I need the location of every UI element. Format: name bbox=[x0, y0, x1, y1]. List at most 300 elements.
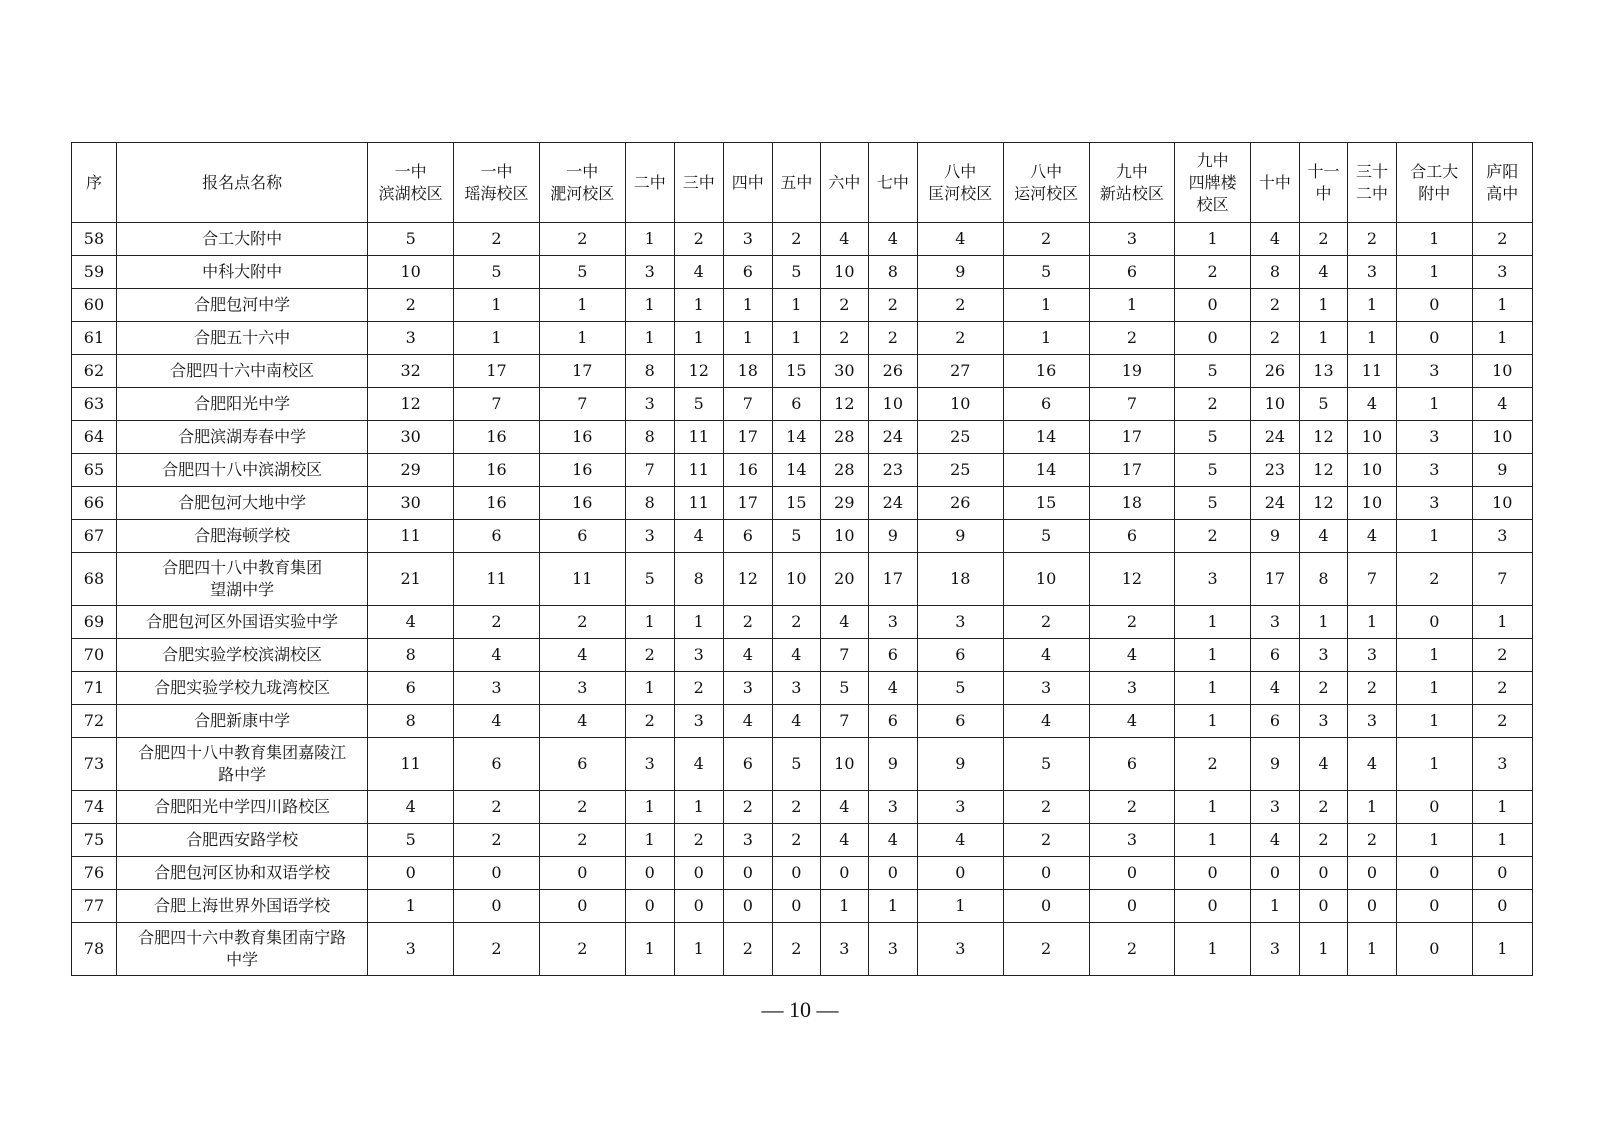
row-value: 3 bbox=[1250, 606, 1299, 639]
row-value: 10 bbox=[868, 388, 917, 421]
row-value: 5 bbox=[917, 672, 1003, 705]
row-value: 11 bbox=[454, 553, 540, 606]
row-value: 0 bbox=[454, 890, 540, 923]
row-value: 1 bbox=[1175, 606, 1251, 639]
row-name bbox=[116, 923, 367, 976]
row-value: 1 bbox=[1175, 672, 1251, 705]
row-value: 3 bbox=[772, 672, 820, 705]
row-value: 3 bbox=[723, 672, 772, 705]
row-value: 8 bbox=[674, 553, 723, 606]
row-value: 0 bbox=[1175, 857, 1251, 890]
row-value: 11 bbox=[674, 454, 723, 487]
row-value: 8 bbox=[1299, 553, 1347, 606]
row-name-line: 合肥新康中学 bbox=[194, 711, 291, 730]
row-value: 0 bbox=[1396, 322, 1472, 355]
row-value: 0 bbox=[1089, 857, 1175, 890]
table-row bbox=[72, 454, 1533, 487]
row-value: 14 bbox=[1003, 421, 1089, 454]
table-row bbox=[72, 553, 1533, 606]
row-value: 2 bbox=[1347, 824, 1396, 857]
row-name-line: 合肥包河区协和双语学校 bbox=[154, 863, 331, 882]
row-name-line: 合肥上海世界外国语学校 bbox=[154, 896, 331, 915]
row-value: 0 bbox=[1347, 857, 1396, 890]
row-value: 3 bbox=[868, 606, 917, 639]
row-name-line: 合肥阳光中学四川路校区 bbox=[154, 797, 331, 816]
row-value: 10 bbox=[1347, 421, 1396, 454]
row-value: 1 bbox=[1396, 388, 1472, 421]
row-value: 0 bbox=[1299, 890, 1347, 923]
row-value: 5 bbox=[1175, 454, 1251, 487]
row-value: 4 bbox=[820, 223, 868, 256]
row-value: 16 bbox=[454, 487, 540, 520]
row-value: 4 bbox=[1003, 639, 1089, 672]
row-value: 32 bbox=[368, 355, 454, 388]
row-value: 16 bbox=[454, 454, 540, 487]
row-value: 5 bbox=[368, 824, 454, 857]
row-name-line: 合肥四十八中教育集团 bbox=[162, 558, 323, 577]
row-value: 17 bbox=[454, 355, 540, 388]
row-value: 17 bbox=[868, 553, 917, 606]
row-value: 1 bbox=[674, 791, 723, 824]
row-value: 5 bbox=[1003, 520, 1089, 553]
row-value: 1 bbox=[1396, 672, 1472, 705]
row-value: 3 bbox=[674, 639, 723, 672]
row-value: 26 bbox=[868, 355, 917, 388]
row-value: 10 bbox=[1347, 454, 1396, 487]
row-value: 2 bbox=[674, 672, 723, 705]
row-value: 2 bbox=[1003, 791, 1089, 824]
row-value: 1 bbox=[1175, 639, 1251, 672]
row-value: 8 bbox=[868, 256, 917, 289]
row-value: 6 bbox=[723, 738, 772, 791]
header-school-line: 十中 bbox=[1258, 172, 1291, 192]
row-value: 5 bbox=[368, 223, 454, 256]
row-value: 2 bbox=[539, 791, 625, 824]
row-value: 3 bbox=[625, 388, 674, 421]
row-value: 1 bbox=[674, 923, 723, 976]
row-value: 5 bbox=[772, 256, 820, 289]
row-value: 3 bbox=[625, 520, 674, 553]
row-value: 0 bbox=[772, 857, 820, 890]
row-value: 2 bbox=[539, 606, 625, 639]
row-value: 3 bbox=[1472, 256, 1532, 289]
row-value: 3 bbox=[1299, 639, 1347, 672]
row-value: 2 bbox=[625, 705, 674, 738]
row-value: 2 bbox=[1175, 256, 1251, 289]
row-value: 12 bbox=[820, 388, 868, 421]
row-value: 16 bbox=[539, 421, 625, 454]
row-value: 1 bbox=[1175, 705, 1251, 738]
header-school-line: 瑶海校区 bbox=[464, 183, 529, 203]
row-name-line: 合肥包河区外国语实验中学 bbox=[146, 612, 339, 631]
table-row bbox=[72, 672, 1533, 705]
row-value: 16 bbox=[1003, 355, 1089, 388]
header-school bbox=[1250, 143, 1299, 223]
row-value: 10 bbox=[917, 388, 1003, 421]
header-school-line: 二中 bbox=[1355, 183, 1388, 203]
row-value: 12 bbox=[674, 355, 723, 388]
row-value: 5 bbox=[674, 388, 723, 421]
row-value: 14 bbox=[1003, 454, 1089, 487]
row-name bbox=[116, 289, 367, 322]
row-value: 1 bbox=[1396, 520, 1472, 553]
row-value: 1 bbox=[723, 289, 772, 322]
row-value: 1 bbox=[625, 606, 674, 639]
row-value: 4 bbox=[772, 705, 820, 738]
row-value: 0 bbox=[1089, 890, 1175, 923]
row-value: 2 bbox=[539, 223, 625, 256]
row-value: 0 bbox=[454, 857, 540, 890]
header-school bbox=[772, 143, 820, 223]
row-value: 30 bbox=[368, 487, 454, 520]
row-seq: 67 bbox=[72, 520, 117, 553]
row-name bbox=[116, 890, 367, 923]
row-value: 5 bbox=[539, 256, 625, 289]
row-value: 4 bbox=[1347, 388, 1396, 421]
row-value: 3 bbox=[917, 923, 1003, 976]
row-value: 4 bbox=[1003, 705, 1089, 738]
row-value: 1 bbox=[625, 923, 674, 976]
row-value: 19 bbox=[1089, 355, 1175, 388]
header-school-line: 四中 bbox=[731, 172, 764, 192]
row-value: 29 bbox=[820, 487, 868, 520]
header-school-line: 二中 bbox=[633, 172, 666, 192]
row-value: 10 bbox=[1472, 487, 1532, 520]
row-seq: 68 bbox=[72, 553, 117, 606]
row-value: 0 bbox=[868, 857, 917, 890]
table-row bbox=[72, 738, 1533, 791]
row-value: 1 bbox=[1396, 639, 1472, 672]
table-row bbox=[72, 388, 1533, 421]
header-school bbox=[917, 143, 1003, 223]
row-value: 9 bbox=[917, 520, 1003, 553]
row-name-line: 合肥包河中学 bbox=[194, 295, 291, 314]
table-row bbox=[72, 289, 1533, 322]
row-value: 0 bbox=[772, 890, 820, 923]
row-value: 2 bbox=[1472, 705, 1532, 738]
row-value: 3 bbox=[1089, 672, 1175, 705]
header-school bbox=[1003, 143, 1089, 223]
header-school bbox=[674, 143, 723, 223]
row-value: 4 bbox=[772, 639, 820, 672]
row-value: 24 bbox=[1250, 487, 1299, 520]
table-row bbox=[72, 705, 1533, 738]
row-value: 2 bbox=[1472, 223, 1532, 256]
row-value: 4 bbox=[820, 791, 868, 824]
row-value: 1 bbox=[1472, 923, 1532, 976]
table-row bbox=[72, 223, 1533, 256]
row-value: 7 bbox=[820, 705, 868, 738]
row-value: 21 bbox=[368, 553, 454, 606]
table-row bbox=[72, 487, 1533, 520]
row-value: 3 bbox=[723, 223, 772, 256]
row-value: 3 bbox=[1003, 672, 1089, 705]
row-value: 0 bbox=[1175, 289, 1251, 322]
row-value: 4 bbox=[454, 639, 540, 672]
row-name bbox=[116, 454, 367, 487]
row-value: 3 bbox=[1347, 639, 1396, 672]
row-value: 6 bbox=[1089, 738, 1175, 791]
row-value: 1 bbox=[1175, 923, 1251, 976]
row-value: 3 bbox=[820, 923, 868, 976]
row-value: 2 bbox=[1299, 791, 1347, 824]
header-school-line: 运河校区 bbox=[1014, 183, 1079, 203]
header-name: 报名点名称 bbox=[116, 143, 367, 223]
row-value: 3 bbox=[1472, 738, 1532, 791]
row-value: 9 bbox=[917, 256, 1003, 289]
row-value: 6 bbox=[723, 256, 772, 289]
row-value: 3 bbox=[1396, 454, 1472, 487]
row-value: 0 bbox=[539, 890, 625, 923]
row-value: 7 bbox=[539, 388, 625, 421]
row-value: 4 bbox=[723, 639, 772, 672]
header-school bbox=[723, 143, 772, 223]
header-school-line: 四牌楼 bbox=[1188, 172, 1237, 192]
row-value: 2 bbox=[917, 322, 1003, 355]
row-name bbox=[116, 705, 367, 738]
row-value: 1 bbox=[674, 606, 723, 639]
row-name-line: 合肥西安路学校 bbox=[186, 830, 299, 849]
row-value: 10 bbox=[772, 553, 820, 606]
row-value: 4 bbox=[674, 256, 723, 289]
row-value: 10 bbox=[1472, 421, 1532, 454]
row-value: 23 bbox=[1250, 454, 1299, 487]
row-name bbox=[116, 355, 367, 388]
row-value: 25 bbox=[917, 454, 1003, 487]
row-value: 2 bbox=[1472, 639, 1532, 672]
table-row bbox=[72, 421, 1533, 454]
row-value: 2 bbox=[723, 606, 772, 639]
row-value: 6 bbox=[723, 520, 772, 553]
row-value: 1 bbox=[1347, 606, 1396, 639]
row-value: 6 bbox=[917, 705, 1003, 738]
row-seq: 61 bbox=[72, 322, 117, 355]
row-value: 4 bbox=[368, 791, 454, 824]
row-value: 2 bbox=[454, 223, 540, 256]
row-name bbox=[116, 639, 367, 672]
row-name-line: 合肥四十八中教育集团嘉陵江 bbox=[138, 743, 347, 762]
row-value: 1 bbox=[1299, 289, 1347, 322]
row-value: 0 bbox=[1175, 890, 1251, 923]
row-value: 10 bbox=[820, 738, 868, 791]
row-value: 9 bbox=[868, 738, 917, 791]
row-value: 0 bbox=[1396, 923, 1472, 976]
row-value: 4 bbox=[454, 705, 540, 738]
row-name-line: 合肥包河大地中学 bbox=[178, 493, 307, 512]
header-school bbox=[868, 143, 917, 223]
row-value: 27 bbox=[917, 355, 1003, 388]
row-value: 6 bbox=[454, 738, 540, 791]
row-value: 5 bbox=[772, 520, 820, 553]
row-value: 1 bbox=[1003, 289, 1089, 322]
row-value: 9 bbox=[1250, 520, 1299, 553]
header-school-line: 庐阳 bbox=[1486, 161, 1519, 181]
row-value: 3 bbox=[454, 672, 540, 705]
table-row bbox=[72, 520, 1533, 553]
row-value: 12 bbox=[1089, 553, 1175, 606]
row-value: 6 bbox=[1089, 520, 1175, 553]
row-value: 1 bbox=[1347, 322, 1396, 355]
row-value: 2 bbox=[454, 824, 540, 857]
table-row bbox=[72, 923, 1533, 976]
row-name-line: 合肥实验学校滨湖校区 bbox=[162, 645, 323, 664]
header-school-line: 六中 bbox=[828, 172, 861, 192]
row-name-line: 合肥阳光中学 bbox=[194, 394, 291, 413]
row-value: 1 bbox=[1472, 606, 1532, 639]
row-name bbox=[116, 487, 367, 520]
row-value: 0 bbox=[1396, 289, 1472, 322]
row-name-line: 合肥四十八中滨湖校区 bbox=[162, 460, 323, 479]
row-value: 12 bbox=[1299, 487, 1347, 520]
row-value: 10 bbox=[368, 256, 454, 289]
row-value: 2 bbox=[723, 923, 772, 976]
row-value: 0 bbox=[1250, 857, 1299, 890]
row-value: 4 bbox=[1089, 639, 1175, 672]
row-value: 11 bbox=[368, 738, 454, 791]
row-value: 0 bbox=[1472, 890, 1532, 923]
row-value: 3 bbox=[723, 824, 772, 857]
row-value: 3 bbox=[368, 923, 454, 976]
row-name-line: 路中学 bbox=[218, 765, 267, 784]
header-school-line: 合工大 bbox=[1410, 161, 1459, 181]
row-value: 7 bbox=[723, 388, 772, 421]
row-value: 2 bbox=[868, 289, 917, 322]
row-value: 3 bbox=[1347, 705, 1396, 738]
table-row bbox=[72, 606, 1533, 639]
row-value: 4 bbox=[1472, 388, 1532, 421]
row-value: 1 bbox=[1299, 923, 1347, 976]
row-value: 4 bbox=[539, 639, 625, 672]
row-name-line: 合肥四十六中教育集团南宁路 bbox=[138, 928, 347, 947]
row-value: 1 bbox=[820, 890, 868, 923]
row-value: 0 bbox=[625, 890, 674, 923]
row-name bbox=[116, 857, 367, 890]
row-value: 2 bbox=[454, 606, 540, 639]
row-value: 0 bbox=[1396, 791, 1472, 824]
header-school-line: 一中 bbox=[394, 161, 427, 181]
row-value: 5 bbox=[1175, 355, 1251, 388]
table-row bbox=[72, 824, 1533, 857]
row-value: 16 bbox=[723, 454, 772, 487]
row-value: 6 bbox=[368, 672, 454, 705]
header-school-line: 中 bbox=[1315, 183, 1332, 203]
row-value: 10 bbox=[820, 520, 868, 553]
row-value: 6 bbox=[454, 520, 540, 553]
row-value: 17 bbox=[1089, 454, 1175, 487]
row-value: 2 bbox=[1089, 606, 1175, 639]
row-value: 4 bbox=[1299, 738, 1347, 791]
row-value: 26 bbox=[917, 487, 1003, 520]
row-value: 1 bbox=[454, 289, 540, 322]
header-school bbox=[820, 143, 868, 223]
row-value: 1 bbox=[868, 890, 917, 923]
row-value: 20 bbox=[820, 553, 868, 606]
table-row bbox=[72, 639, 1533, 672]
row-value: 8 bbox=[625, 355, 674, 388]
row-value: 2 bbox=[1175, 738, 1251, 791]
header-school bbox=[1089, 143, 1175, 223]
row-value: 2 bbox=[1003, 923, 1089, 976]
row-value: 6 bbox=[1250, 639, 1299, 672]
row-value: 4 bbox=[1299, 520, 1347, 553]
row-value: 2 bbox=[1003, 223, 1089, 256]
header-school-line: 八中 bbox=[1030, 161, 1063, 181]
row-value: 25 bbox=[917, 421, 1003, 454]
row-value: 0 bbox=[674, 890, 723, 923]
row-value: 2 bbox=[1089, 923, 1175, 976]
row-value: 7 bbox=[454, 388, 540, 421]
row-value: 2 bbox=[820, 289, 868, 322]
row-value: 1 bbox=[625, 672, 674, 705]
row-value: 1 bbox=[772, 322, 820, 355]
row-value: 24 bbox=[868, 421, 917, 454]
header-school-line: 滨湖校区 bbox=[378, 183, 443, 203]
row-value: 3 bbox=[625, 256, 674, 289]
row-name bbox=[116, 824, 367, 857]
row-value: 2 bbox=[772, 923, 820, 976]
row-value: 2 bbox=[1089, 322, 1175, 355]
row-value: 30 bbox=[368, 421, 454, 454]
row-value: 18 bbox=[1089, 487, 1175, 520]
row-value: 11 bbox=[539, 553, 625, 606]
header-school bbox=[539, 143, 625, 223]
row-value: 4 bbox=[917, 824, 1003, 857]
row-value: 11 bbox=[1347, 355, 1396, 388]
row-value: 9 bbox=[1250, 738, 1299, 791]
row-value: 3 bbox=[625, 738, 674, 791]
row-value: 18 bbox=[723, 355, 772, 388]
row-name-line: 合肥五十六中 bbox=[194, 328, 291, 347]
row-name bbox=[116, 223, 367, 256]
header-school-line: 十一 bbox=[1307, 161, 1340, 181]
header-school-line: 九中 bbox=[1115, 161, 1148, 181]
row-value: 1 bbox=[539, 289, 625, 322]
table-row bbox=[72, 355, 1533, 388]
row-value: 2 bbox=[820, 322, 868, 355]
row-value: 4 bbox=[1347, 520, 1396, 553]
row-value: 5 bbox=[625, 553, 674, 606]
row-value: 28 bbox=[820, 421, 868, 454]
row-name-line: 合肥四十六中南校区 bbox=[170, 361, 315, 380]
row-value: 6 bbox=[868, 705, 917, 738]
row-value: 1 bbox=[1472, 289, 1532, 322]
row-value: 2 bbox=[1175, 388, 1251, 421]
header-school-line: 三中 bbox=[682, 172, 715, 192]
row-value: 4 bbox=[1347, 738, 1396, 791]
row-value: 24 bbox=[1250, 421, 1299, 454]
row-value: 3 bbox=[1089, 824, 1175, 857]
row-value: 4 bbox=[1299, 256, 1347, 289]
row-value: 2 bbox=[772, 824, 820, 857]
row-seq: 70 bbox=[72, 639, 117, 672]
row-value: 17 bbox=[1250, 553, 1299, 606]
row-value: 6 bbox=[1250, 705, 1299, 738]
row-name-line: 中科大附中 bbox=[202, 262, 283, 281]
row-value: 9 bbox=[868, 520, 917, 553]
row-value: 0 bbox=[723, 890, 772, 923]
row-value: 2 bbox=[454, 791, 540, 824]
row-value: 0 bbox=[1003, 890, 1089, 923]
row-value: 10 bbox=[1003, 553, 1089, 606]
row-value: 8 bbox=[368, 705, 454, 738]
row-value: 5 bbox=[820, 672, 868, 705]
row-name bbox=[116, 672, 367, 705]
row-value: 2 bbox=[454, 923, 540, 976]
row-value: 1 bbox=[1472, 322, 1532, 355]
table-row bbox=[72, 791, 1533, 824]
row-value: 1 bbox=[1347, 923, 1396, 976]
quota-table bbox=[71, 142, 1533, 976]
